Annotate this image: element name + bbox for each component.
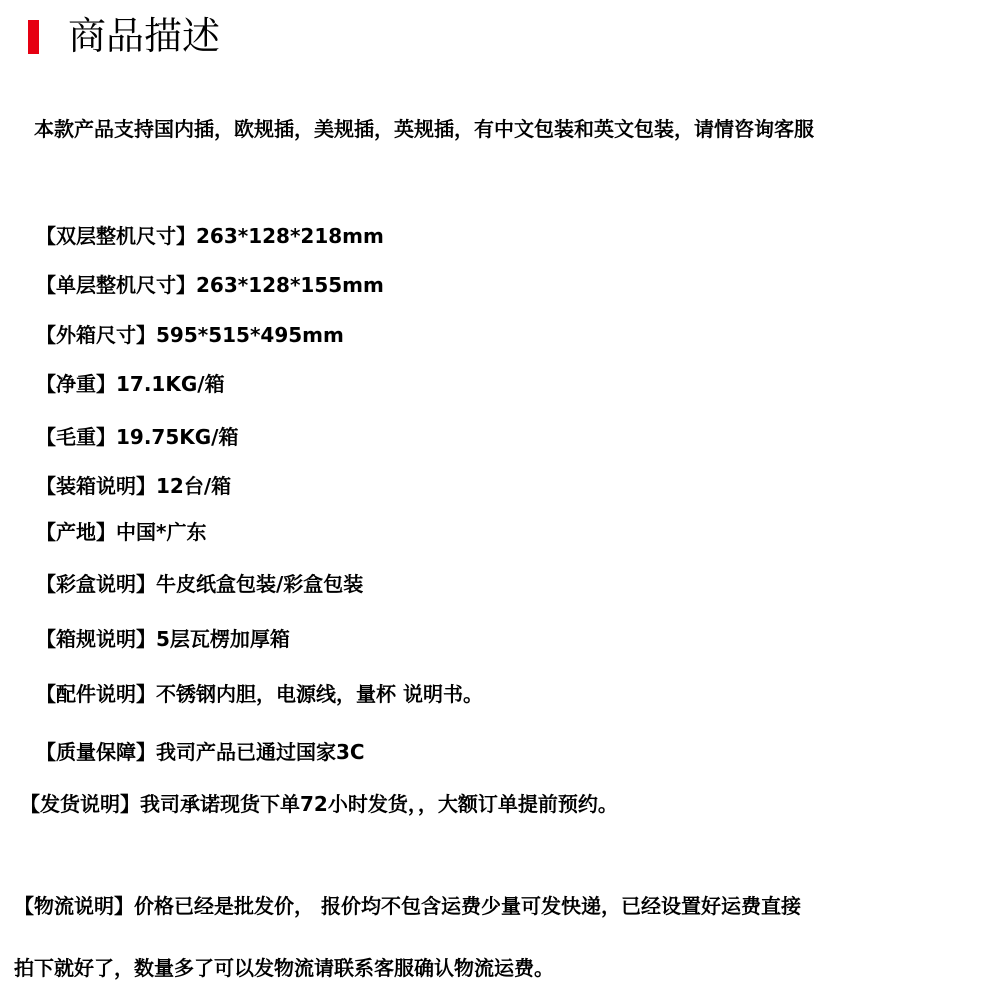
spec-value: 19.75KG/箱: [116, 425, 239, 449]
spec-label: 【产地】: [36, 520, 116, 544]
spec-color-box: [36, 570, 363, 598]
spec-shipping-info: [20, 790, 618, 818]
spec-outer-box-size: [36, 321, 344, 349]
spec-label: 【质量保障】: [36, 740, 156, 764]
spec-label: 【外箱尺寸】: [36, 323, 156, 347]
spec-value: 不锈钢内胆，电源线，量杯 说明书。: [156, 682, 483, 706]
spec-logistics-continued: 拍下就好了，数量多了可以发物流请联系客服确认物流运费。: [14, 956, 554, 980]
spec-value: 17.1KG/箱: [116, 372, 225, 396]
spec-value: 我司产品已通过国家3C: [156, 740, 365, 764]
spec-value: 12台/箱: [156, 474, 232, 498]
spec-value: 价格已经是批发价， 报价均不包含运费少量可发快递，已经设置好运费直接: [134, 894, 801, 918]
spec-label: 【配件说明】: [36, 682, 156, 706]
spec-value: 5层瓦楞加厚箱: [156, 627, 290, 651]
spec-carton-spec: [36, 625, 290, 653]
spec-accessories: [36, 680, 483, 708]
spec-quality-assurance: [36, 738, 365, 766]
spec-label: 【毛重】: [36, 425, 116, 449]
title-accent-bar: [28, 20, 39, 54]
spec-label: 【彩盒说明】: [36, 572, 156, 596]
spec-single-layer-size: [36, 271, 384, 299]
spec-value: 中国*广东: [116, 520, 207, 544]
spec-label: 【物流说明】: [14, 894, 134, 918]
page-title: 商品描述: [68, 14, 221, 58]
intro-text: 本款产品支持国内插，欧规插，美规插，英规插，有中文包装和英文包装，请情咨询客服: [34, 117, 814, 141]
spec-label: 【净重】: [36, 372, 116, 396]
spec-packing-info: [36, 472, 231, 500]
spec-value: 595*515*495mm: [156, 323, 344, 347]
spec-value: 牛皮纸盒包装/彩盒包装: [156, 572, 364, 596]
spec-label: 【单层整机尺寸】: [36, 273, 196, 297]
spec-label: 【箱规说明】: [36, 627, 156, 651]
spec-label: 【发货说明】: [20, 792, 140, 816]
spec-value: 263*128*218mm: [196, 224, 384, 248]
spec-double-layer-size: [36, 222, 384, 250]
spec-value: 我司承诺现货下单72小时发货，，大额订单提前预约。: [140, 792, 618, 816]
spec-gross-weight: [36, 423, 238, 451]
spec-label: 【装箱说明】: [36, 474, 156, 498]
spec-label: 【双层整机尺寸】: [36, 224, 196, 248]
spec-net-weight: [36, 370, 225, 398]
spec-logistics-info: [14, 892, 801, 920]
spec-origin: [36, 518, 206, 546]
spec-value: 263*128*155mm: [196, 273, 384, 297]
